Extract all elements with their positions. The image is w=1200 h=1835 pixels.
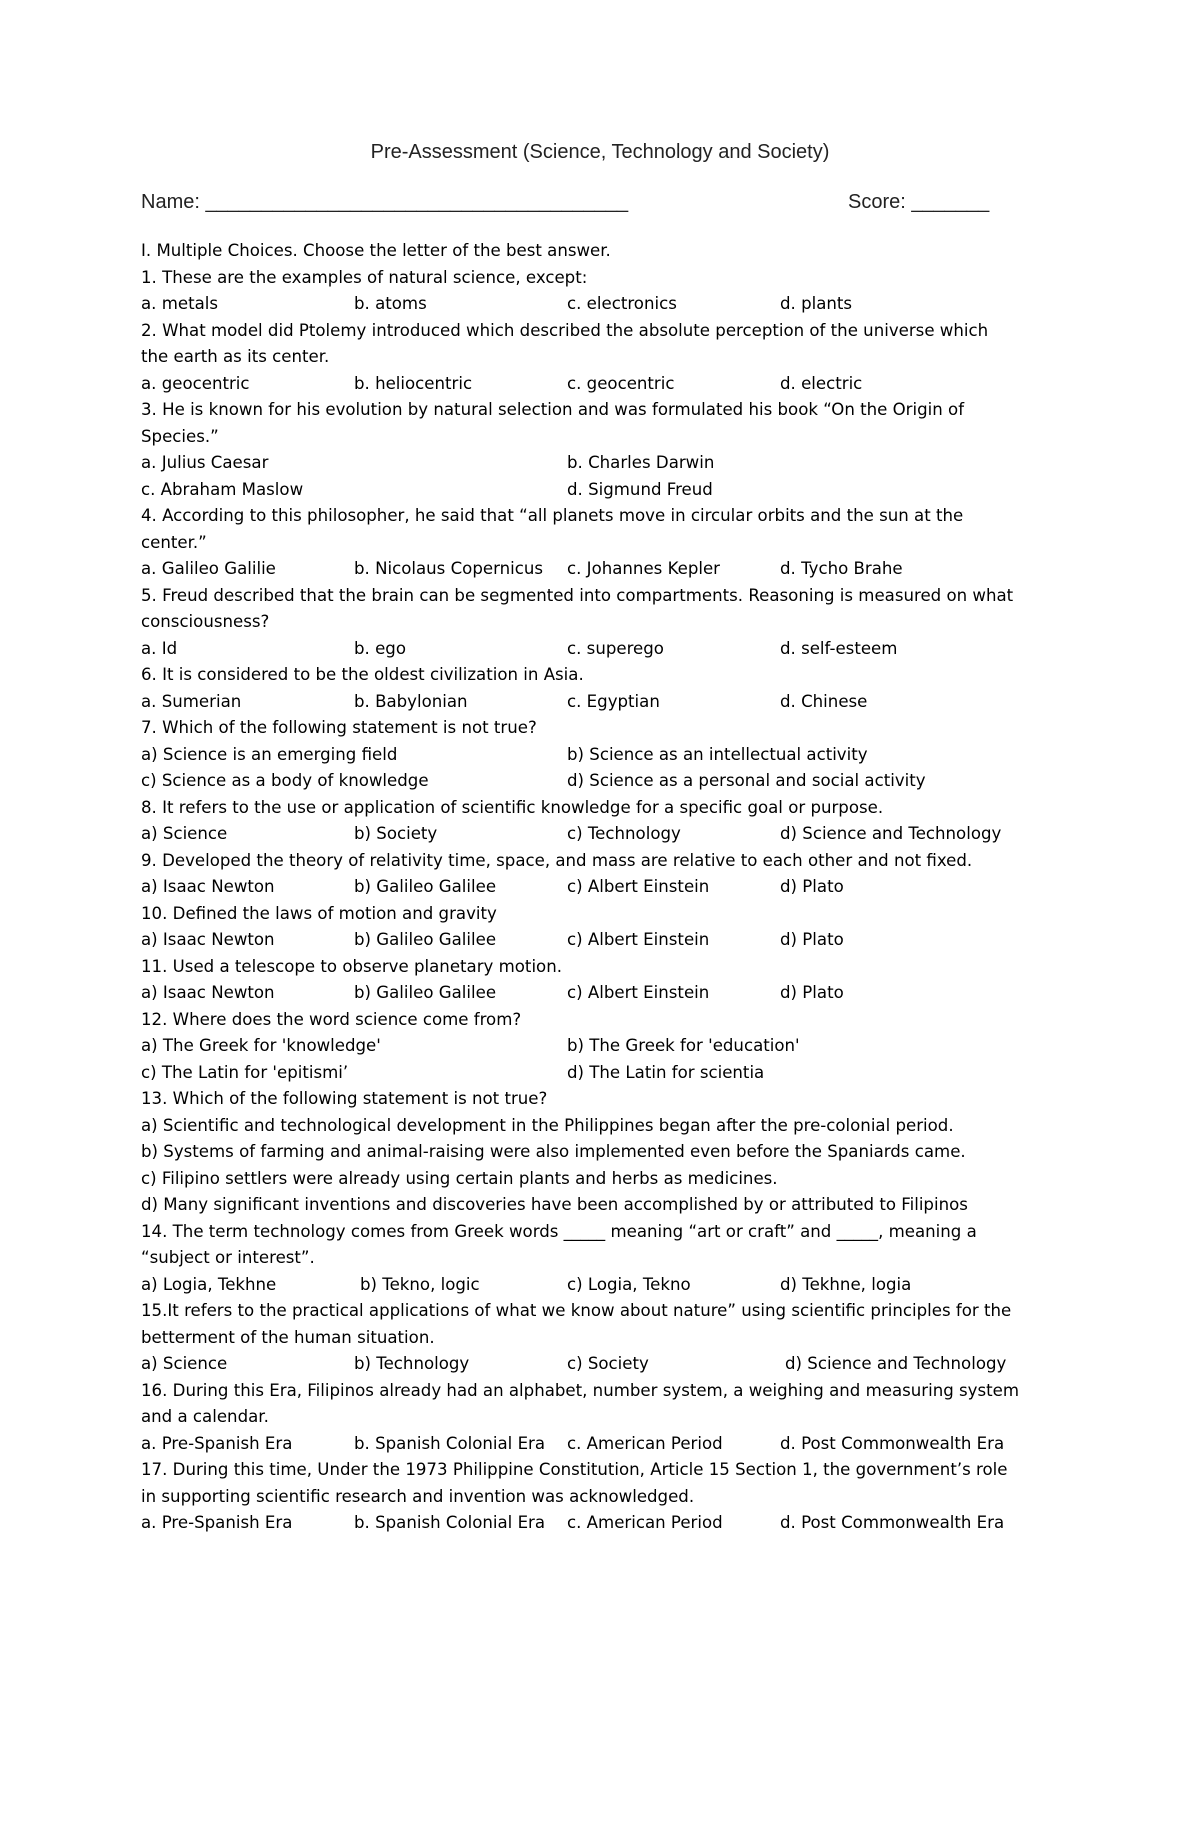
choice-d: d. Post Commonwealth Era <box>780 1513 1005 1532</box>
question-2-choices <box>141 371 1071 398</box>
choice-a: a) Science is an emerging field <box>141 744 398 764</box>
choice-a: a. Julius Caesar <box>141 453 269 472</box>
choice-b: b) Science as an intellectual activity <box>567 744 868 764</box>
question-17-choices <box>141 1510 1071 1537</box>
question-7: 7. Which of the following statement is not true? <box>141 718 537 737</box>
choice-d: d) The Latin for scientia <box>567 1062 765 1082</box>
question-4: 4. According to this philosopher, he said that “all planets move in circular orbits and the sun at the <box>141 506 964 525</box>
choice-b: b) The Greek for 'education' <box>567 1036 800 1055</box>
choice-b: b. Nicolaus Copernicus <box>354 559 544 578</box>
question-16-choices <box>141 1431 1071 1458</box>
question-15-cont: betterment of the human situation. <box>141 1327 435 1347</box>
choice-d: d) Plato <box>780 930 844 949</box>
question-6-choices <box>141 689 1071 716</box>
choice-c: c. American Period <box>567 1513 723 1532</box>
choice-d: d. plants <box>780 294 853 313</box>
choice-d: d. Tycho Brahe <box>780 559 903 578</box>
choice-a: a) Scientific and technological development in the Philippines began after the pre-colonial period. <box>141 1115 954 1135</box>
choice-d: d) Science and Technology <box>785 1354 1007 1373</box>
question-10-choices <box>141 927 1071 954</box>
question-16: 16. During this Era, Filipinos already had an alphabet, number system, a weighing and measuring system <box>141 1380 1020 1400</box>
choice-b: b) Galileo Galilee <box>354 930 497 949</box>
choice-b: b) Tekno, logic <box>360 1274 480 1294</box>
question-3-choices-row2 <box>141 477 1071 504</box>
choice-a: a. Galileo Galilie <box>141 559 276 578</box>
choice-d: d. Sigmund Freud <box>567 479 713 499</box>
questions-section <box>141 238 1071 1537</box>
choice-c: c. Abraham Maslow <box>141 479 304 499</box>
question-7-choices-row1 <box>141 742 1071 769</box>
question-12-choices-row1 <box>141 1033 1071 1060</box>
question-16-cont: and a calendar. <box>141 1407 269 1426</box>
question-14-cont: “subject or interest”. <box>141 1248 315 1267</box>
choice-d: d) Tekhne, logia <box>780 1274 912 1294</box>
choice-d: d. electric <box>780 373 863 393</box>
choice-a: a. geocentric <box>141 373 250 393</box>
question-11: 11. Used a telescope to observe planetary motion. <box>141 956 562 976</box>
question-6: 6. It is considered to be the oldest civilization in Asia. <box>141 665 584 684</box>
choice-b: b. ego <box>354 638 406 658</box>
choice-b: b) Galileo Galilee <box>354 877 497 896</box>
choice-c: c. superego <box>567 638 664 658</box>
choice-d: d) Many significant inventions and discoveries have been accomplished by or attributed to Filipinos <box>141 1195 968 1214</box>
choice-b: b. atoms <box>354 294 427 313</box>
choice-b: b. Spanish Colonial Era <box>354 1513 546 1532</box>
question-5-cont: consciousness? <box>141 612 270 631</box>
choice-c: c) Technology <box>567 824 681 843</box>
choice-d: d) Science as a personal and social activity <box>567 771 926 790</box>
choice-b: b. Spanish Colonial Era <box>354 1433 546 1453</box>
section-instructions: I. Multiple Choices. Choose the letter of the best answer. <box>141 241 611 260</box>
choice-a: a) Science <box>141 1354 228 1373</box>
question-14: 14. The term technology comes from Greek words _____ meaning “art or craft” and _____, meaning a <box>141 1221 977 1241</box>
question-11-choices <box>141 980 1071 1007</box>
choice-a: a. Pre-Spanish Era <box>141 1513 293 1532</box>
choice-b: b) Technology <box>354 1354 470 1373</box>
choice-c: c) The Latin for 'epitismi’ <box>141 1062 349 1082</box>
choice-a: a. Sumerian <box>141 691 242 711</box>
choice-b: b) Systems of farming and animal-raising were also implemented even before the Spaniards came. <box>141 1142 966 1161</box>
choice-c: c) Albert Einstein <box>567 877 710 896</box>
question-2-cont: the earth as its center. <box>141 347 330 366</box>
choice-c: c. geocentric <box>567 373 675 393</box>
question-2: 2. What model did Ptolemy introduced which described the absolute perception of the universe which <box>141 320 989 340</box>
question-5: 5. Freud described that the brain can be segmented into compartments. Reasoning is measured on what <box>141 585 1014 605</box>
question-17: 17. During this time, Under the 1973 Philippine Constitution, Article 15 Section 1, the government’s role <box>141 1460 1008 1479</box>
choice-a: a. Id <box>141 638 178 658</box>
question-15-choices <box>141 1351 1071 1378</box>
question-15: 15.It refers to the practical applications of what we know about nature” using scientific principles for the <box>141 1301 1012 1320</box>
question-10: 10. Defined the laws of motion and gravity <box>141 903 497 923</box>
name-field: Name: ______________________________________ <box>141 191 629 213</box>
choice-c: c) Filipino settlers were already using certain plants and herbs as medicines. <box>141 1168 778 1188</box>
choice-d: d. Chinese <box>780 691 868 711</box>
question-12: 12. Where does the word science come from? <box>141 1009 522 1029</box>
question-7-choices-row2 <box>141 768 1071 795</box>
choice-c: c. American Period <box>567 1433 723 1453</box>
question-17-cont: in supporting scientific research and invention was acknowledged. <box>141 1486 695 1506</box>
choice-a: a) Isaac Newton <box>141 930 275 949</box>
choice-c: c) Science as a body of knowledge <box>141 771 429 790</box>
choice-c: c. Egyptian <box>567 691 660 711</box>
question-9: 9. Developed the theory of relativity time, space, and mass are relative to each other and not fixed. <box>141 850 973 870</box>
choice-b: b) Society <box>354 824 438 843</box>
choice-d: d) Science and Technology <box>780 824 1002 843</box>
question-4-choices <box>141 556 1071 583</box>
choice-c: c. Johannes Kepler <box>567 559 721 578</box>
question-5-choices <box>141 636 1071 663</box>
choice-d: d) Plato <box>780 983 844 1002</box>
question-1: 1. These are the examples of natural science, except: <box>141 267 588 287</box>
choice-b: b. heliocentric <box>354 373 473 393</box>
choice-c: c) Albert Einstein <box>567 983 710 1002</box>
question-3-choices-row1 <box>141 450 1071 477</box>
choice-a: a) The Greek for 'knowledge' <box>141 1036 381 1055</box>
choice-d: d) Plato <box>780 877 844 896</box>
question-1-choices <box>141 291 1071 318</box>
question-3-cont: Species.” <box>141 426 219 446</box>
choice-c: c) Logia, Tekno <box>567 1274 691 1294</box>
choice-a: a) Isaac Newton <box>141 983 275 1002</box>
choice-a: a. metals <box>141 294 219 313</box>
choice-a: a. Pre-Spanish Era <box>141 1433 293 1453</box>
question-14-choices <box>141 1272 1071 1299</box>
choice-c: c. electronics <box>567 294 677 313</box>
choice-b: b. Babylonian <box>354 691 468 711</box>
question-4-cont: center.” <box>141 532 207 552</box>
choice-c: c) Society <box>567 1354 649 1373</box>
question-13: 13. Which of the following statement is not true? <box>141 1089 548 1108</box>
question-8-choices <box>141 821 1071 848</box>
choice-a: a) Isaac Newton <box>141 877 275 896</box>
choice-d: d. Post Commonwealth Era <box>780 1433 1005 1453</box>
choice-c: c) Albert Einstein <box>567 930 710 949</box>
choice-b: b) Galileo Galilee <box>354 983 497 1002</box>
choice-a: a) Logia, Tekhne <box>141 1274 277 1294</box>
score-field: Score: _______ <box>848 191 990 213</box>
question-12-choices-row2 <box>141 1060 1071 1087</box>
choice-a: a) Science <box>141 824 228 843</box>
question-9-choices <box>141 874 1071 901</box>
page-title: Pre-Assessment (Science, Technology and Society) <box>370 141 830 163</box>
choice-d: d. self-esteem <box>780 638 898 658</box>
question-8: 8. It refers to the use or application of scientific knowledge for a specific goal or purpose. <box>141 797 884 817</box>
choice-b: b. Charles Darwin <box>567 453 715 472</box>
question-3: 3. He is known for his evolution by natural selection and was formulated his book “On the Origin of <box>141 400 965 419</box>
